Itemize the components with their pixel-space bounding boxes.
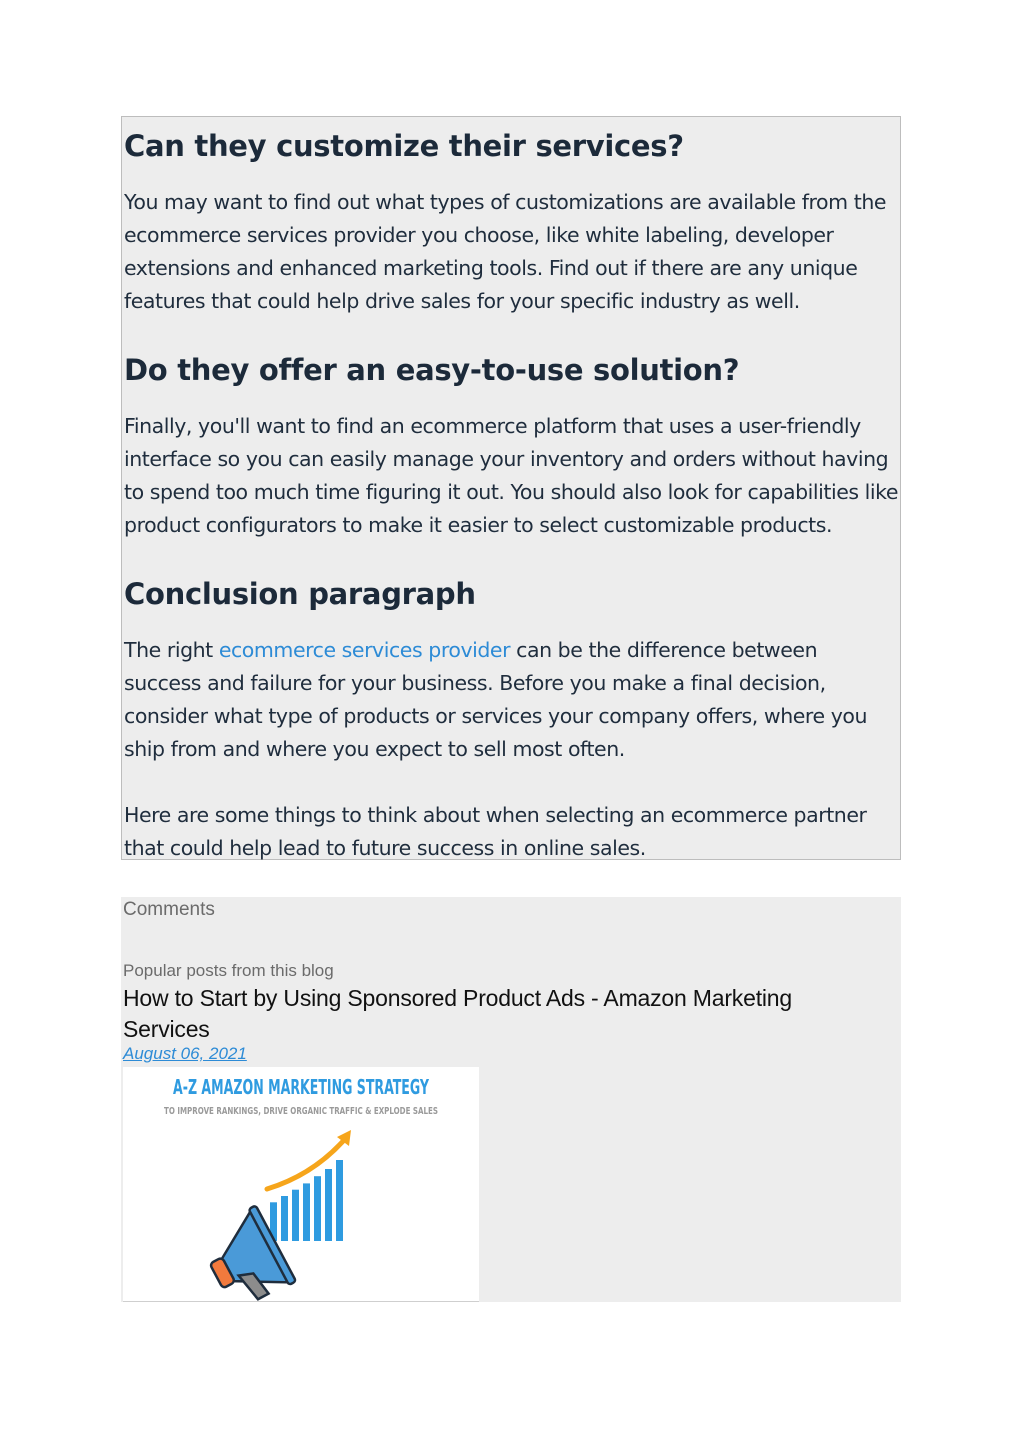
megaphone-icon <box>196 1205 296 1313</box>
popular-post-title[interactable]: How to Start by Using Sponsored Product Ads - Amazon Marketing Services <box>123 985 792 1042</box>
section-paragraph: You may want to find out what types of customizations are available from the ecommerce services provider you choose, like white labeling, developer extensions and enhanced marketing tools. Find out if there are any unique features that could help drive sales for your specific industry as well. <box>124 190 887 313</box>
thumbnail-subline: TO IMPROVE RANKINGS, DRIVE ORGANIC TRAFFIC & EXPLODE SALES <box>164 1106 439 1117</box>
growth-arrow-icon <box>267 1139 345 1189</box>
growth-bar <box>303 1183 310 1241</box>
growth-bar <box>292 1190 299 1241</box>
popular-post-thumbnail[interactable] <box>123 1067 479 1302</box>
growth-bar <box>325 1169 332 1241</box>
growth-bar <box>281 1196 288 1241</box>
section-paragraph <box>124 634 900 766</box>
growth-bar <box>336 1160 343 1241</box>
paragraph-text: The right <box>124 638 219 662</box>
popular-post-date[interactable]: August 06, 2021 <box>123 1044 247 1063</box>
thumbnail-headline: A-Z AMAZON MARKETING STRATEGY <box>173 1075 430 1099</box>
paragraph-text: can be the difference between success and failure for your business. Before you make a final decision, consider what type of products or services your company offers, where you ship from and where you expect to sell most often. <box>124 638 868 761</box>
section-paragraph: Finally, you'll want to find an ecommerce platform that uses a user-friendly interface so you can easily manage your inventory and orders without having to spend too much time figuring it out. You should also look for capabilities like product configurators to make it easier to select customizable products. <box>124 414 899 537</box>
blog-footer <box>121 897 901 1302</box>
article-content <box>121 116 901 860</box>
section-heading: Do they offer an easy-to-use solution? <box>124 353 740 387</box>
section-heading: Conclusion paragraph <box>124 577 476 611</box>
section-heading: Can they customize their services? <box>124 129 684 163</box>
popular-posts-label: Popular posts from this blog <box>123 961 334 980</box>
comments-label[interactable]: Comments <box>123 899 215 920</box>
section-paragraph: Here are some things to think about when selecting an ecommerce partner that could help lead to future success in online sales. <box>124 803 867 860</box>
growth-bar <box>314 1176 321 1241</box>
ecommerce-services-provider-link[interactable]: ecommerce services provider <box>218 638 511 662</box>
